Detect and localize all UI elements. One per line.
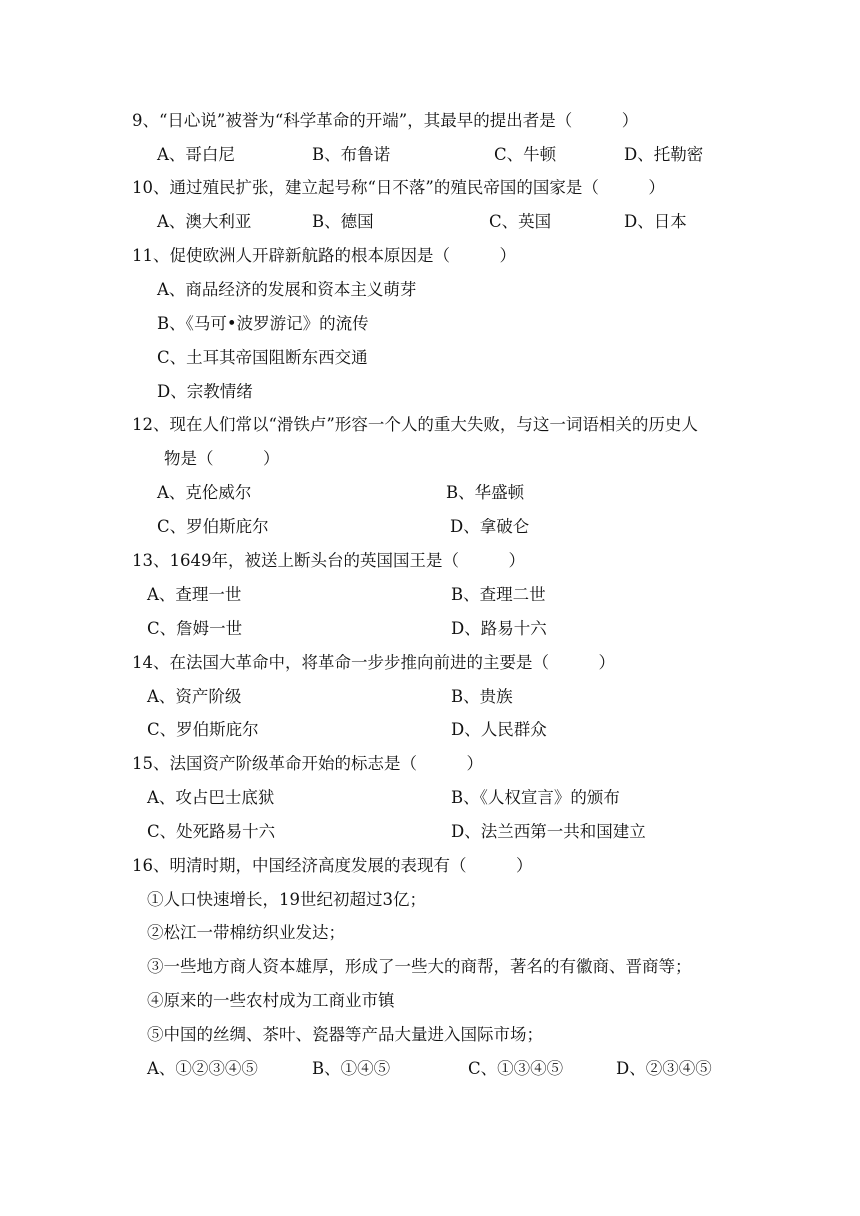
- question-14-stem: 14、在法国大革命中，将革命一步步推向前进的主要是（ ）: [132, 653, 615, 672]
- question-9-stem: 9、“日心说”被誉为“科学革命的开端”，其最早的提出者是（ ）: [132, 111, 639, 130]
- question-16-option-c: C、①③④⑤: [468, 1059, 564, 1078]
- question-16-item-1: ①人口快速增长，19世纪初超过3亿；: [147, 890, 426, 909]
- question-16-option-d: D、②③④⑤: [616, 1059, 712, 1078]
- question-15-stem: 15、法国资产阶级革命开始的标志是（ ）: [132, 754, 483, 773]
- question-9-option-c: C、牛顿: [494, 145, 557, 164]
- question-16-stem: 16、明清时期，中国经济高度发展的表现有（ ）: [132, 856, 533, 875]
- question-14-option-a: A、资产阶级: [147, 687, 242, 706]
- question-12-option-d: D、拿破仑: [450, 517, 530, 536]
- question-10-option-a: A、澳大利亚: [157, 212, 252, 231]
- question-15-option-a: A、攻占巴士底狱: [147, 788, 275, 807]
- question-10-stem: 10、通过殖民扩张，建立起号称“日不落”的殖民帝国的国家是（ ）: [132, 178, 665, 197]
- question-16-item-3: ③一些地方商人资本雄厚，形成了一些大的商帮，著名的有徽商、晋商等；: [147, 957, 692, 976]
- question-12-stem-continued: 物是（ ）: [164, 449, 280, 468]
- question-9-option-a: A、哥白尼: [157, 145, 235, 164]
- question-14-option-b: B、贵族: [451, 687, 513, 706]
- question-14-option-c: C、罗伯斯庇尔: [147, 720, 259, 739]
- question-10-option-c: C、英国: [489, 212, 552, 231]
- question-14-option-d: D、人民群众: [451, 720, 547, 739]
- question-11-stem: 11、促使欧洲人开辟新航路的根本原因是（ ）: [132, 246, 516, 265]
- question-16-option-a: A、①②③④⑤: [147, 1059, 258, 1078]
- question-11-option-d: D、宗教情绪: [157, 382, 253, 401]
- question-12-option-b: B、华盛顿: [446, 483, 525, 502]
- question-12-stem: 12、现在人们常以“滑铁卢”形容一个人的重大失败，与这一词语相关的历史人: [132, 415, 698, 434]
- question-13-option-d: D、路易十六: [451, 619, 547, 638]
- question-16-item-5: ⑤中国的丝绸、茶叶、瓷器等产品大量进入国际市场；: [147, 1025, 543, 1044]
- question-15-option-c: C、处死路易十六: [147, 822, 276, 841]
- question-11-option-c: C、土耳其帝国阻断东西交通: [157, 348, 368, 367]
- question-11-option-b: B、《马可•波罗游记》的流传: [157, 314, 369, 333]
- question-16-item-2: ②松江一带棉纺织业发达；: [147, 923, 345, 942]
- question-12-option-c: C、罗伯斯庇尔: [157, 517, 269, 536]
- question-10-option-b: B、德国: [312, 212, 374, 231]
- question-9-option-d: D、托勒密: [624, 145, 704, 164]
- question-15-option-d: D、法兰西第一共和国建立: [451, 822, 646, 841]
- question-13-stem: 13、1649年，被送上断头台的英国国王是（ ）: [132, 551, 525, 570]
- question-13-option-c: C、詹姆一世: [147, 619, 243, 638]
- question-12-option-a: A、克伦威尔: [157, 483, 252, 502]
- question-11-option-a: A、商品经济的发展和资本主义萌芽: [157, 280, 417, 299]
- question-13-option-b: B、查理二世: [451, 585, 546, 604]
- question-16-option-b: B、①④⑤: [312, 1059, 391, 1078]
- question-16-item-4: ④原来的一些农村成为工商业市镇: [147, 991, 395, 1010]
- question-13-option-a: A、查理一世: [147, 585, 242, 604]
- question-15-option-b: B、《人权宣言》的颁布: [451, 788, 620, 807]
- question-10-option-d: D、日本: [624, 212, 687, 231]
- question-9-option-b: B、布鲁诺: [312, 145, 391, 164]
